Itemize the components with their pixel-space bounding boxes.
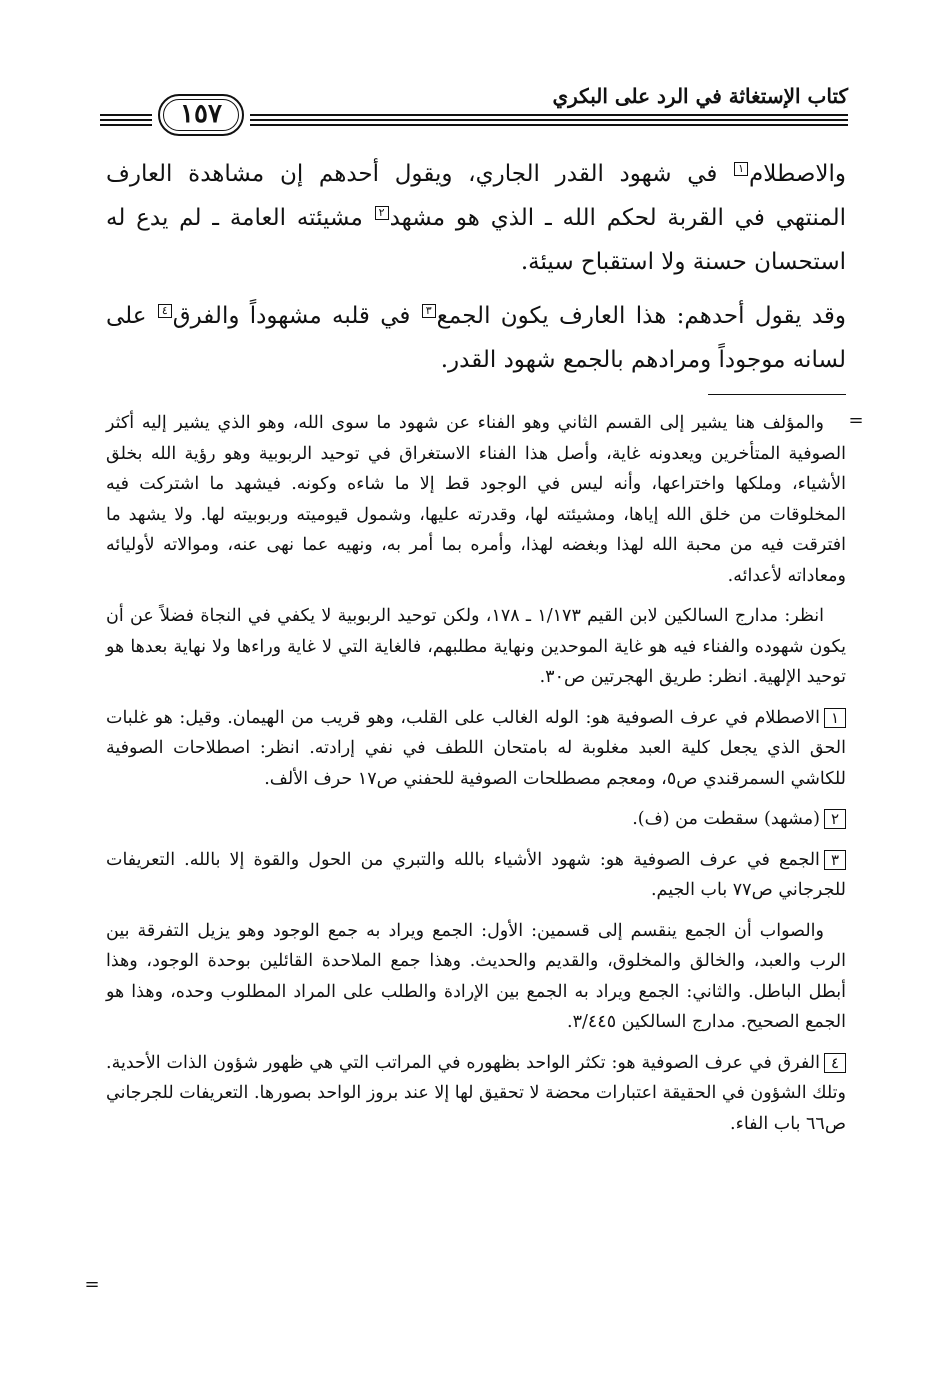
footnote-text: الاصطلام في عرف الصوفية هو: الوله الغالب على القلب، وهو قريب من الهيمان. وقيل: هو غلبات الحق الذي يجعل كلية العبد مغلوبة له بامتحان اللطف في نفي إرادته. انظر: اصطلاحات الصوفية للكاشي السمرقندي ص٥، ومعجم مصطلحات الصوفية للحفني ص١٧ حرف الألف.	[106, 707, 846, 789]
main-paragraph-1	[106, 152, 846, 284]
footnote-number: ٣	[824, 850, 846, 870]
footnote-continuation: والمؤلف هنا يشير إلى القسم الثاني وهو الفناء عن شهود ما سوى الله، وهو الذي يشير إليه أكثر الصوفية المتأخرين ويعدونه غاية، وأصل هذا الفناء الاستغراق في توحيد الربوبية وهو رؤية الله بخلق الأشياء، وملكها واختراعها، وأنه ليس في الوجود قط إلا ما شاءه وكونه. فيشهد ما اشتركت فيه المخلوقات من خلق الله إياها، ومشيئته لها، وقدرته عليها، وشمول قيوميته وربوبيته لها. ولا يشهد ما افترقت فيه من محبة الله لهذا وبغضه لهذا، وأمره بما أمر به، ونهيه عما نهى عنه، وموالاته لأوليائه ومعاداته لأعدائه.	[106, 413, 846, 586]
text-span: وقد يقول أحدهم: هذا العارف يكون الجمع	[436, 303, 846, 329]
text-span: مشيئته العامة ـ لم يدع له استحسان حسنة ولا استقباح سيئة.	[106, 205, 846, 275]
footnote-number: ٤	[824, 1053, 846, 1073]
footnote-text: الجمع في عرف الصوفية هو: شهود الأشياء بالله والتبري من الحول والقوة إلا بالله. التعريفات للجرجاني ص٧٧ باب الجيم.	[106, 849, 846, 900]
footnote-ref-3[interactable]: ٣	[422, 304, 436, 318]
footnote-number: ١	[824, 708, 846, 728]
header-rule	[100, 114, 152, 116]
header-rule	[250, 119, 848, 121]
continuation-mark-top: =	[848, 410, 864, 431]
book-title: كتاب الإستغاثة في الرد على البكري	[552, 84, 848, 108]
text-span: على لسانه موجوداً ومرادهم بالجمع شهود القدر.	[106, 303, 846, 373]
text-span: في شهود القدر الجاري، ويقول أحدهم إن مشاهدة العارف المنتهي في القربة لحكم الله ـ الذي هو مشهد	[106, 161, 846, 231]
footnote-ref-4[interactable]: ٤	[158, 304, 172, 318]
header-rule	[250, 124, 848, 126]
main-text	[106, 152, 846, 392]
footnote-4	[106, 1048, 846, 1140]
continuation-mark-bottom: =	[84, 1274, 100, 1295]
footnote-ref-1[interactable]: ١	[734, 162, 748, 176]
page-header	[100, 82, 848, 132]
footnote-number: ٢	[824, 809, 846, 829]
footnote-2	[106, 804, 846, 835]
header-rule	[100, 124, 152, 126]
footnote-text: الفرق في عرف الصوفية هو: تكثر الواحد بظهوره في المراتب التي هي ظهور شؤون الذات الأحدية. وتلك الشؤون في الحقيقة اعتبارات محضة لا تحقيق لها إلا عند بروز الواحد بصورها. التعريفات للجرجاني ص٦٦ باب الفاء.	[106, 1052, 846, 1134]
header-rule	[250, 114, 848, 116]
text-span: في قلبه مشهوداً والفرق	[172, 303, 421, 329]
page-number: ١٥٧	[158, 94, 244, 136]
main-paragraph-2	[106, 294, 846, 382]
text-span: والاصطلام	[749, 161, 846, 187]
footnote-ref-2[interactable]: ٢	[375, 206, 389, 220]
footnote-1	[106, 703, 846, 795]
footnote-divider	[708, 394, 846, 395]
footnote-3	[106, 845, 846, 906]
footnote-3-continued: والصواب أن الجمع ينقسم إلى قسمين: الأول: الجمع ويراد به جمع الوجود وهو يزيل التفرقة بين الرب والعبد، والخالق والمخلوق، والقديم والحديث. وهذا جمع الملاحدة القائلين بوحدة الوجود، وهذا أبطل الباطل. والثاني: الجمع ويراد به الجمع بين الإرادة والطلب على المراد المطلوب وحده، وهذا هو الجمع الصحيح. مدارج السالكين ٣/٤٤٥.	[106, 920, 846, 1032]
header-rule	[100, 119, 152, 121]
footnotes	[106, 408, 846, 1149]
footnote-text: (مشهد) سقطت من (ف).	[632, 809, 820, 829]
footnote-reference: انظر: مدارج السالكين لابن القيم ١/١٧٣ ـ ١٧٨، ولكن توحيد الربوبية لا يكفي في النجاة فضلاً عن أن يكون شهوده والفناء فيه هو غاية الموحدين ونهاية مطلبهم، فالغاية التي لا غاية وراءها ولا نهاية بعدها هو توحيد الإلهية. انظر: طريق الهجرتين ص٣٠.	[106, 606, 846, 687]
